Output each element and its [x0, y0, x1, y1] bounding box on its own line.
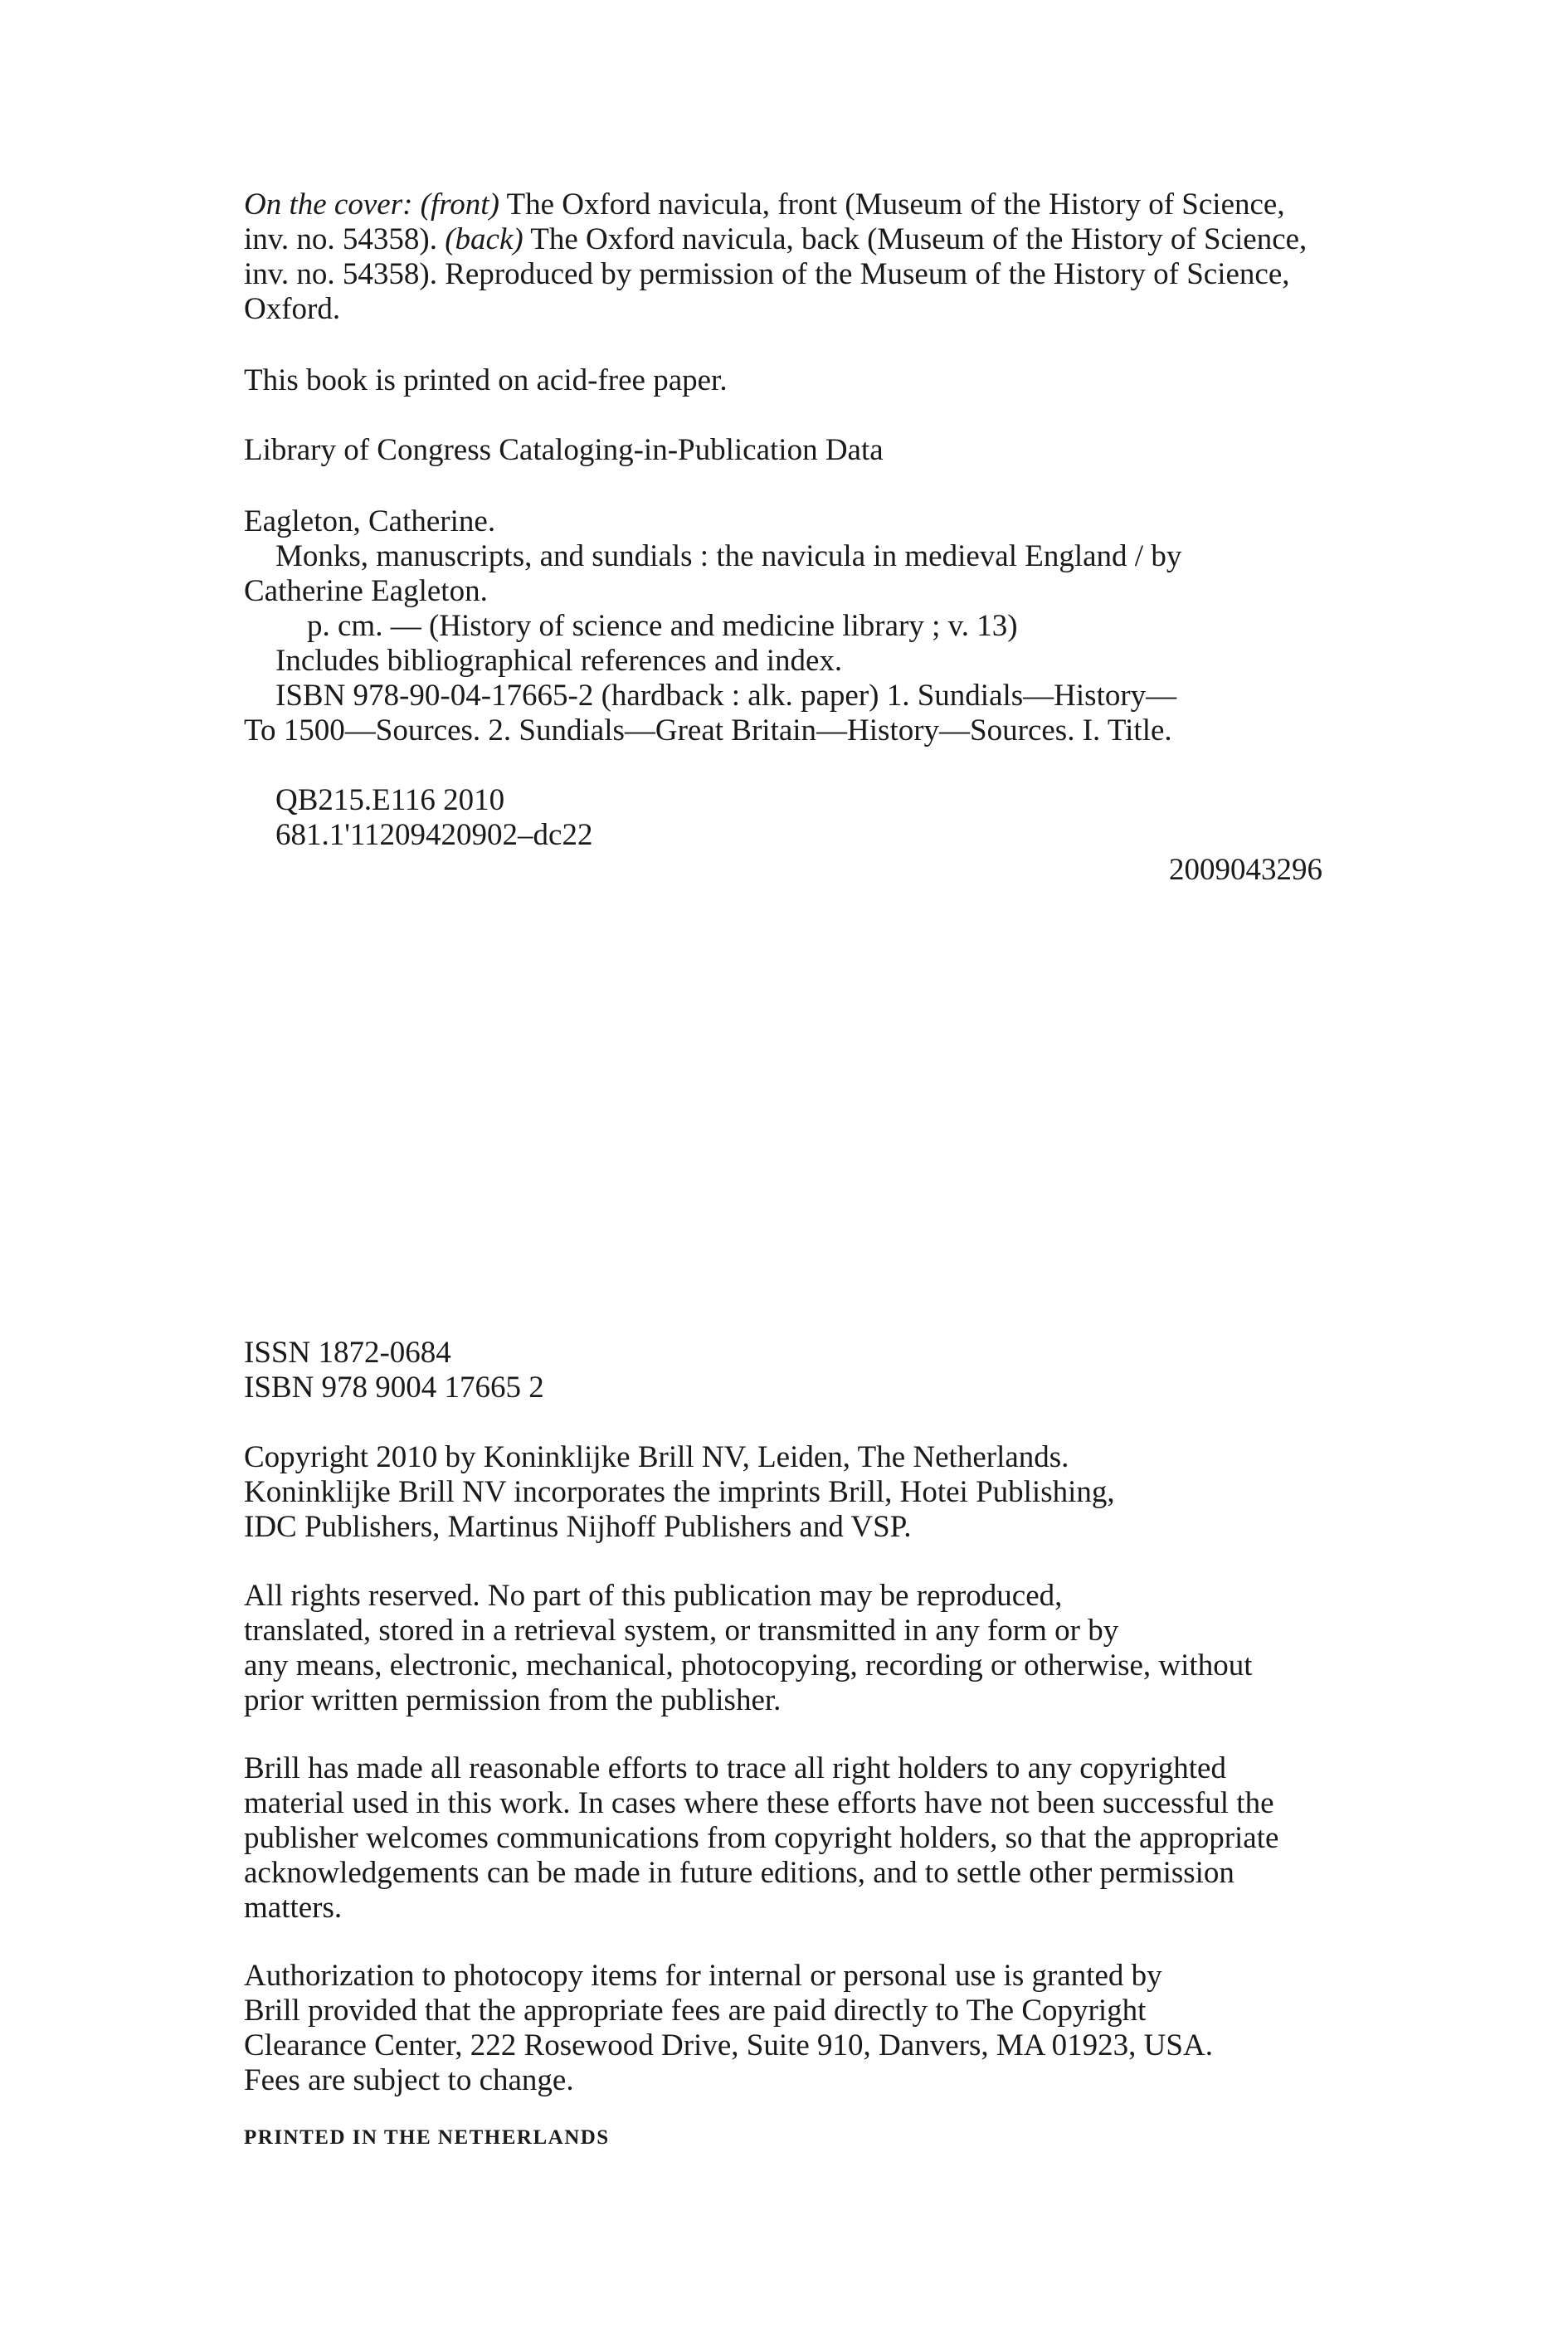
cip-title-line-1: Monks, manuscripts, and sundials : the navicula in medieval England / by: [275, 539, 1182, 573]
cip-title-line-2: Catherine Eagleton.: [244, 574, 488, 608]
cover-note-line-4: Oxford.: [244, 292, 341, 326]
cover-note-line-3: inv. no. 54358). Reproduced by permission of the Museum of the History of Science,: [244, 257, 1290, 291]
rights-reserved: All rights reserved. No part of this publication may be reproduced, translated, stored in a retrieval system, or transmitted in any form or by any means, electronic, mechanical, photocopying, recording or otherwise, without prior written permission from the publisher.: [244, 1579, 1253, 1717]
copyright-efforts: Brill has made all reasonable efforts to trace all right holders to any copyrighted material used in this work. In cases where these efforts have not been successful the publisher welcomes communications from copyright holders, so that the appropriate acknowledgements can be made in future editions, and to settle other permission matters.: [244, 1751, 1279, 1925]
printed-in: PRINTED IN THE NETHERLANDS: [244, 2126, 610, 2149]
cip-isbn-line-2: To 1500—Sources. 2. Sundials—Great Britain—History—Sources. I. Title.: [244, 713, 1172, 747]
cip-isbn-line-1: ISBN 978-90-04-17665-2 (hardback : alk. paper) 1. Sundials—History—: [275, 679, 1177, 713]
cover-note: [244, 187, 1307, 327]
issn: ISSN 1872-0684: [244, 1336, 451, 1370]
cover-note-line-2: inv. no. 54358). (back) The Oxford navicula, back (Museum of the History of Science,: [244, 222, 1307, 256]
cip-record: [244, 504, 1322, 888]
isbn: ISBN 978 9004 17665 2: [244, 1371, 544, 1405]
cip-lccn: 2009043296: [1169, 853, 1322, 887]
photocopy-authorization: Authorization to photocopy items for internal or personal use is granted by Brill provided that the appropriate fees are paid directly to The Copyright Clearance Center, 222 Rosewood Drive, Suite 910, Danvers, MA 01923, USA. Fees are subject to change.: [244, 1959, 1213, 2097]
cip-author: Eagleton, Catherine.: [244, 504, 496, 538]
cip-heading: Library of Congress Cataloging-in-Publication Data: [244, 433, 884, 467]
acid-free-note: This book is printed on acid-free paper.: [244, 363, 728, 397]
cip-class-lc: QB215.E116 2010: [275, 783, 505, 817]
cover-note-line-1: On the cover: (front) The Oxford navicula, front (Museum of the History of Science,: [244, 187, 1285, 222]
cip-physical: p. cm. — (History of science and medicine library ; v. 13): [307, 609, 1018, 643]
copyright-statement: Copyright 2010 by Koninklijke Brill NV, Leiden, The Netherlands. Koninklijke Brill NV incorporates the imprints Brill, Hotei Publishing, IDC Publishers, Martinus Nijhoff Publishers and VSP.: [244, 1440, 1115, 1544]
cip-notes: Includes bibliographical references and index.: [275, 644, 843, 678]
identifiers: [244, 1336, 544, 1405]
cip-class-dewey: 681.1'11209420902–dc22: [275, 818, 593, 852]
